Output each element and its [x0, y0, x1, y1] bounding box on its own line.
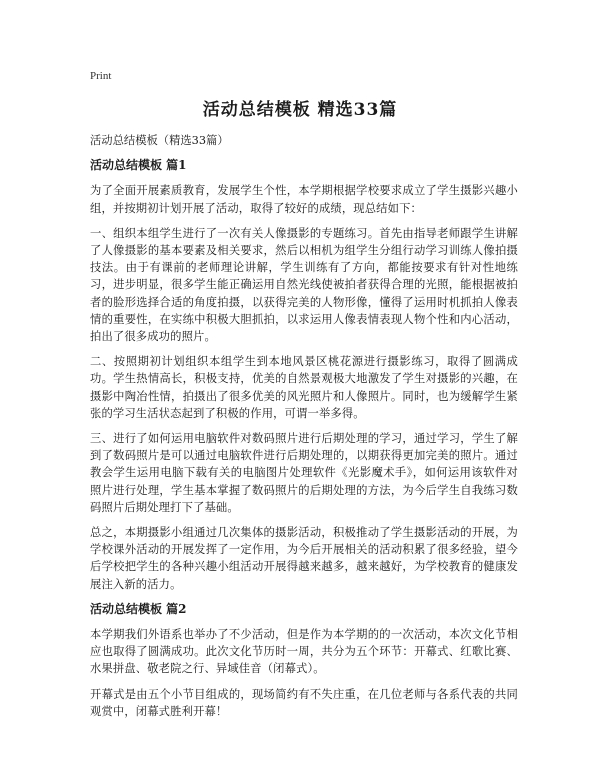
section-heading: 活动总结模板 篇2: [90, 601, 187, 616]
paragraph: 为了全面开展素质教育，发展学生个性，本学期根据学校要求成立了学生摄影兴趣小组，并按期初计划开展了活动，取得了较好的成绩，现总结如下：: [90, 184, 518, 215]
print-label[interactable]: Print: [90, 70, 112, 82]
document-subtitle: 活动总结模板（精选33篇）: [90, 134, 229, 147]
page-title: 活动总结模板 精选33篇: [202, 100, 398, 120]
section-1: [90, 157, 518, 593]
paragraph: 总之，本期摄影小组通过几次集体的摄影活动，积极推动了学生摄影活动的开展，为学校课外活动的开展发挥了一定作用，为今后开展相关的活动积累了很多经验，望今后学校把学生的各种兴趣小组活动开展得越来越多，越来越好，为学校教育的健康发展注入新的活力。: [90, 526, 518, 591]
paragraph: 一、组织本组学生进行了一次有关人像摄影的专题练习。首先由指导老师跟学生讲解了人像摄影的基本要素及相关要求，然后以相机为组学生分组行动学习训练人像拍摄技法。由于有课前的老师理论讲解，学生训练有了方向，都能按要求有针对性地练习，进步明显，很多学生能正确运用自然光线使被拍者获得合理的光照，能根据被拍者的脸形选择合适的角度拍摄，以获得完美的人物形像，懂得了运用时机抓拍人像表情的重要性，在实练中积极大胆抓拍，以求运用人像表情表现人物个性和内心活动，拍出了很多成功的照片。: [90, 226, 518, 344]
paragraph: 二、按照期初计划组织本组学生到本地风景区桃花源进行摄影练习，取得了圆满成功。学生热情高长，积极支持，优美的自然景观极大地激发了学生对摄影的兴趣，在摄影中陶冶性情，拍摄出了很多优美的风光照片和人像照片。同时，也为缓解学生紧张的学习生活状态起到了积极的作用，可谓一举多得。: [90, 355, 518, 420]
paragraph: 开幕式是由五个小节目组成的，现场简约有不失庄重，在几位老师与各系代表的共同观赏中，闭幕式胜利开幕！: [90, 687, 518, 718]
document-body: [90, 132, 518, 728]
section-heading: 活动总结模板 篇1: [90, 158, 187, 173]
paragraph: 本学期我们外语系也举办了不少活动，但是作为本学期的的一次活动，本次文化节相应也取得了圆满成功。此次文化节历时一周，共分为五个环节：开幕式、红歌比赛、水果拼盘、敬老院之行、异域佳音（闭幕式）。: [90, 628, 518, 676]
section-2: [90, 601, 518, 720]
paragraph: 三、进行了如何运用电脑软件对数码照片进行后期处理的学习，通过学习，学生了解到了数码照片是可以通过电脑软件进行后期处理的，以期获得更加完美的照片。通过教会学生运用电脑下载有关的电脑图片处理软件《光影魔术手》，如何运用该软件对照片进行处理，学生基本掌握了数码照片的后期处理的方法，为今后学生自我练习数码照片后期处理打下了基础。: [90, 432, 518, 514]
